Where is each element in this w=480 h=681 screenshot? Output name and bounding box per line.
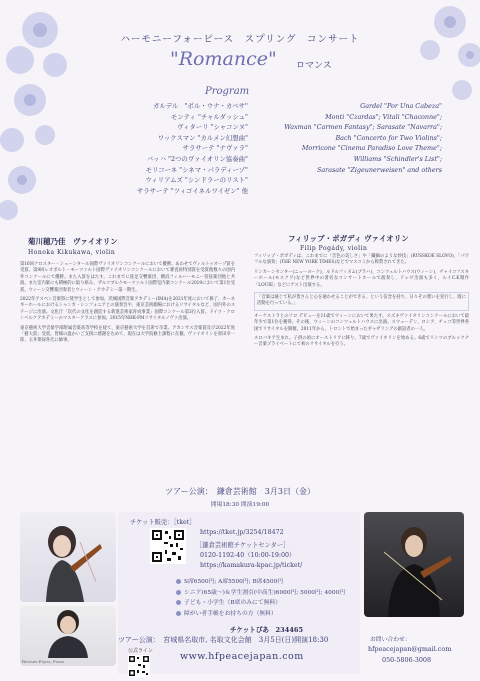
- program-item: Gardel "Por Una Cabeza": [360, 102, 442, 110]
- kamakura-phone: 0120-1192-40（10:00-19:00）: [200, 552, 296, 559]
- romance-title: "Romance": [170, 48, 277, 70]
- bullet-icon: [176, 579, 181, 584]
- ticket-pia: チケットぴあ 234465: [230, 626, 304, 634]
- official-line-label: 公式ライン: [128, 648, 153, 654]
- concert-title: ハーモニーフォーピース スプリング コンサート: [120, 34, 360, 45]
- performer-name-en-left: Honoka Kikukawa, violin: [28, 249, 116, 256]
- price-item-label: 障がい者手帳をお持ちの方（無料）: [184, 610, 277, 617]
- bio-paragraph: 第16回クロスター・シェーンタール国際ヴァイオリンコンクールにおいて優勝。あわせてヴィルトゥオーゾ賞を受賞。第9回レオポルト・モーツァルト国際ヴァイオリンコンクールにおいて審査員特別賞を受賞他数々の国内外コンクールにて優勝。また入賞をはたす。これまでに洗足交響楽団、横浜フィルハーモニー管弦楽団他と共演。また室内楽にも積極的に取り組み、ザルツブルクモーツァルト国際室内楽コンクール2019において第1位受賞。ウィーン交響楽団奏者とウィーン・アカデミー第一期生。: [20, 262, 235, 293]
- price-item-label: S席6500円; A席5500円; B席4500円: [184, 579, 284, 585]
- qr-code-line[interactable]: [128, 655, 150, 677]
- bio-paragraph: 2022年アスペン音楽祭に奨学生として参加。茨城国際音楽アカデミー(IMA)を2021年度において修了、カーネギーホールにおけるシャンカ・シンフォニアとの演奏会や、東京芸術劇場におけるリサイタルなど、国内外のステージに出演。文化庁「次代の文化を創造する新進芸術家育成事業」国際コンクール第3位入賞。ドイツ・クロンベルクアカデミーのマスタークラスに参加。2015年NHK-FMリサイタルノヴァ出演。: [20, 297, 235, 322]
- kamakura-ticket-center-label: ［鎌倉芸術館チケットセンター］: [196, 542, 290, 549]
- tour-kamakura-time: 開場18:30 開演19:00: [210, 502, 270, 508]
- violinist-left-photo: [20, 512, 116, 602]
- bio-paragraph: フィリップ・ポガディは、これまでに「音色の美しさ」や「繊細のような妙技」(RUSSKOE SLOVO)、「パワフルな演奏」(THE NEW YORK TIMES)などでマスコミから称賛されてきた。: [254, 254, 469, 266]
- program-item: Williams "Schindler's List";: [353, 154, 442, 163]
- contact-label: お問い合わせ：: [370, 637, 411, 643]
- pianist-photo: [20, 606, 116, 666]
- pianist-caption: Rintaro Fujita, Piano: [22, 659, 65, 664]
- bio-paragraph: スロバキア生まれ。子供の頃にオーストリアに移り、7歳でヴァイオリンを始める。6歳でリンツのブルックナー音楽プライベートにて初のリサイタルを行う。: [254, 336, 469, 348]
- bio-paragraph: オーケストラとのソロ デビューを11歳でウィーンにおいて果たす。スズキヴァイオリンコンクールにおいて最年少で第1位を獲得。その後、ウィーンのコンツェルトハウスに出演。スウェーデン、ロシア、チェコ等世界各国でリサイタルを開催。2011年から、トロントで始まったギャザリングの創設者の一人。: [254, 313, 469, 332]
- tour-kamakura-title: ツアー公演： 鎌倉芸術館 3月3日（金）: [165, 487, 315, 496]
- program-item: サラサーテ "ツィゴイネルワイゼン" 他: [136, 186, 248, 195]
- flower-decoration-right: [380, 0, 480, 110]
- program-list-jp: [58, 101, 248, 196]
- bullet-icon: [176, 611, 181, 616]
- program-item: ガルデル "ポル・ウナ・カベサ": [152, 102, 248, 110]
- contact-phone: 050-5806-3008: [382, 656, 432, 664]
- romance-title-jp: ロマンス: [296, 61, 332, 71]
- program-item: ワックスマン "カルメン幻想曲": [157, 133, 248, 142]
- price-item-label: シニア(65歳～)＆学生割引(中高生)6000円; 5000円; 4000円: [184, 589, 346, 596]
- program-label: Program: [205, 86, 250, 97]
- tour-natori-title: ツアー公演： 宮城県名取市, 名取文化会館 3月5日(日)開演18:30: [118, 636, 329, 644]
- tket-url[interactable]: https://tket.jp/3254/18472: [200, 529, 284, 536]
- performer-name-jp-right: フィリップ・ポガディ ヴァイオリン: [288, 234, 409, 243]
- price-item: [176, 577, 345, 588]
- price-item: [176, 609, 345, 620]
- bullet-icon: [176, 600, 181, 605]
- performer-bio-left: [20, 262, 235, 345]
- program-item: モリコーネ "シネマ・パラディーゾ": [145, 165, 248, 174]
- bullet-icon: [176, 590, 181, 595]
- program-item: Sarasate "Zigeunerweisen" and others: [316, 165, 442, 174]
- bio-paragraph: リンカーンセンター(ニューヨーク)、ルドルフィヌム(プラハ)、コンツェルトハウス(ウィーン)、チャイコフスキーホール(モスクワ)など世界中の著名なコンサートホールで演奏し、テレビ出演も多く、ルイC.K制作「LOUIE」などにゲスト出演する。: [254, 269, 469, 288]
- program-item: Waxman "Carmen Fantasy"; Sarasate "Navarra";: [284, 123, 442, 132]
- program-item: Bach "Concerto for Two Violins";: [335, 133, 442, 142]
- program-item: Monti "Czardas"; Vitali "Chaconne";: [325, 112, 442, 121]
- program-item: モンティ "チャルダッシュ": [170, 112, 248, 121]
- price-item: [176, 598, 345, 609]
- program-item: ウィリアムズ "シンドラーのリスト": [145, 176, 248, 185]
- bio-quote: 「音楽は通じて私が皆さんと心を通わせることができる、という信念を持ち、日々その想いを実行し、既に活動を行っている。」: [254, 292, 469, 311]
- bio-paragraph: 東京藝術大学音楽学部附属音楽高等学校を経て、東京藝術大学を首席で卒業。アカンサス音楽賞及び2022年度「藝大賞」受賞。皆様の温かいご支援に感謝を込めて、現在は大学院修士課程に在籍。ヴァイオリンを原田幸一郎、玉井菜採各氏に師事。: [20, 325, 235, 344]
- program-item: バッハ "2つのヴァイオリン協奏曲": [146, 154, 248, 163]
- program-item: Morricone "Cinema Paradiso Love Theme";: [301, 144, 442, 153]
- contact-email[interactable]: hfpeacejapan@gmail.com: [368, 645, 452, 653]
- kamakura-url[interactable]: https://kamakura-kpac.jp/ticket/: [200, 562, 303, 569]
- price-item: [176, 588, 345, 599]
- performer-name-jp-left: 菊川穂乃佳 ヴァイオリン: [28, 237, 118, 246]
- violinist-right-photo: [364, 512, 464, 617]
- qr-code-ticket[interactable]: [150, 528, 186, 564]
- performer-name-en-right: Filip Pogády, violin: [300, 245, 368, 252]
- price-item-label: 子ども・小学生（B席のみにて無料）: [184, 600, 282, 606]
- program-item: ヴィターリ "シャコンヌ": [176, 123, 248, 132]
- program-list-en: [246, 101, 442, 175]
- performer-bio-right: [254, 254, 469, 349]
- website-url[interactable]: www.hfpeacejapan.com: [180, 651, 304, 662]
- ticket-sales-label: チケット販売：［tket］: [130, 519, 196, 526]
- price-list: [176, 577, 345, 619]
- program-item: サラサーテ "ナヴァラ": [182, 144, 248, 153]
